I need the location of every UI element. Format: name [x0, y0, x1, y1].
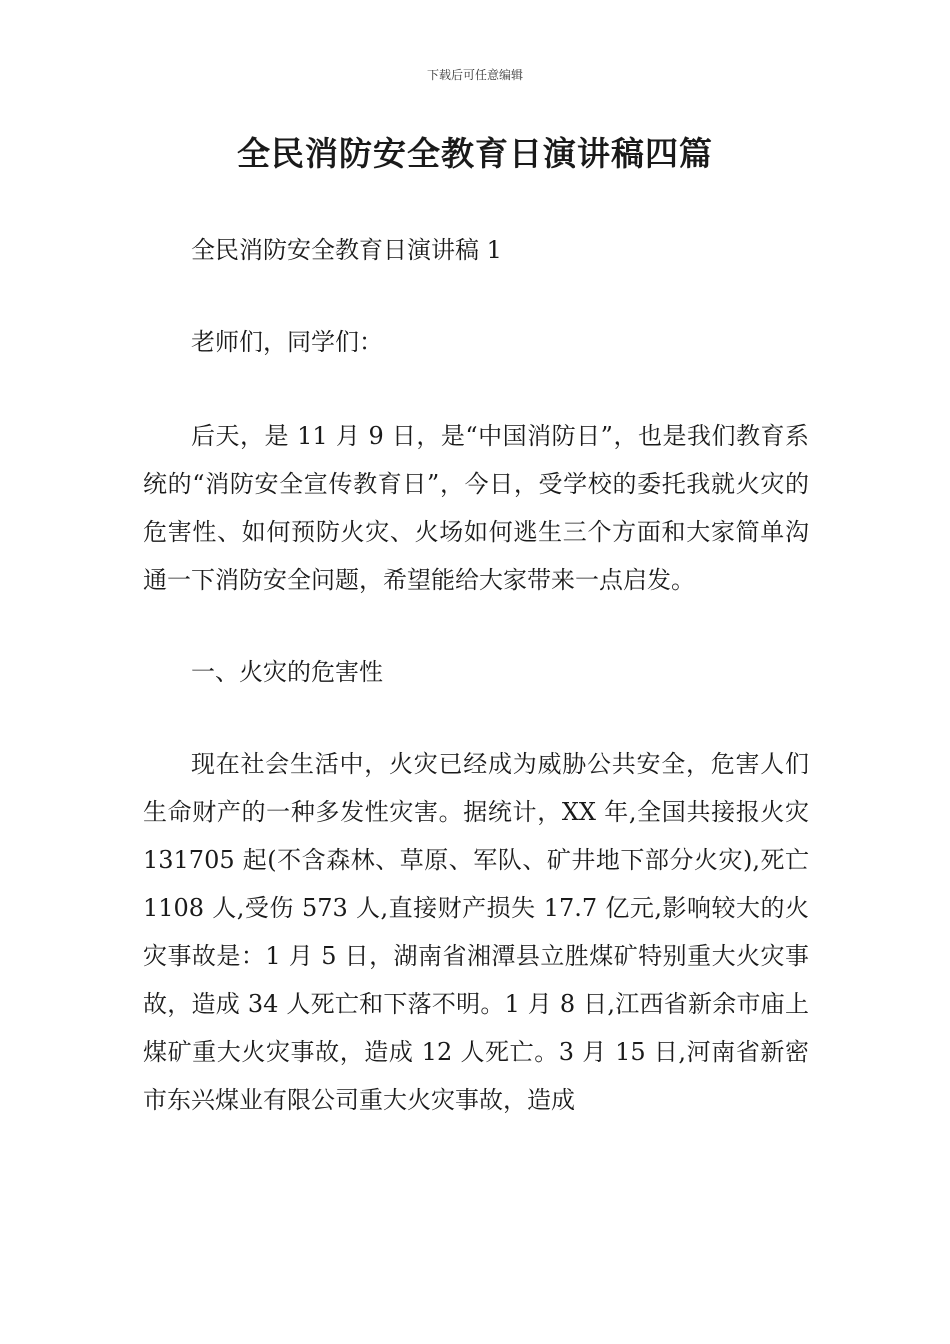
speech-subtitle: 全民消防安全教育日演讲稿 1 — [191, 236, 502, 264]
salutation: 老师们，同学们： — [191, 328, 383, 356]
header-note: 下载后可任意编辑 — [426, 68, 523, 82]
intro-paragraph: 后天，是 11 月 9 日，是“中国消防日”，也是我们教育系统的“消防安全宣传教育日”，今日，受学校的委托我就火灾的危害性、如何预防火灾、火场如何逃生三个方面和大家简单沟通一下消防安全问题，希望能给大家带来一点启发。 — [143, 422, 809, 594]
section-heading: 一、火灾的危害性 — [191, 658, 383, 686]
body-paragraph: 现在社会生活中，火灾已经成为威胁公共安全，危害人们生命财产的一种多发性灾害。据统计，XX 年,全国共接报火灾 131705 起(不含森林、草原、军队、矿井地下部分火灾),死亡 1108 人,受伤 573 人,直接财产损失 17.7 亿元,影响较大的火灾事故是：1 月 5 日，湖南省湘潭县立胜煤矿特别重大火灾事故，造成 34 人死亡和下落不明。1 月 8 日,江西省新余市庙上煤矿重大火灾事故，造成 12 人死亡。3 月 15 日,河南省新密市东兴煤业有限公司重大火灾事故，造成 — [143, 750, 809, 1114]
document-body — [143, 226, 809, 1124]
document-title: 全民消防安全教育日演讲稿四篇 — [237, 134, 713, 173]
